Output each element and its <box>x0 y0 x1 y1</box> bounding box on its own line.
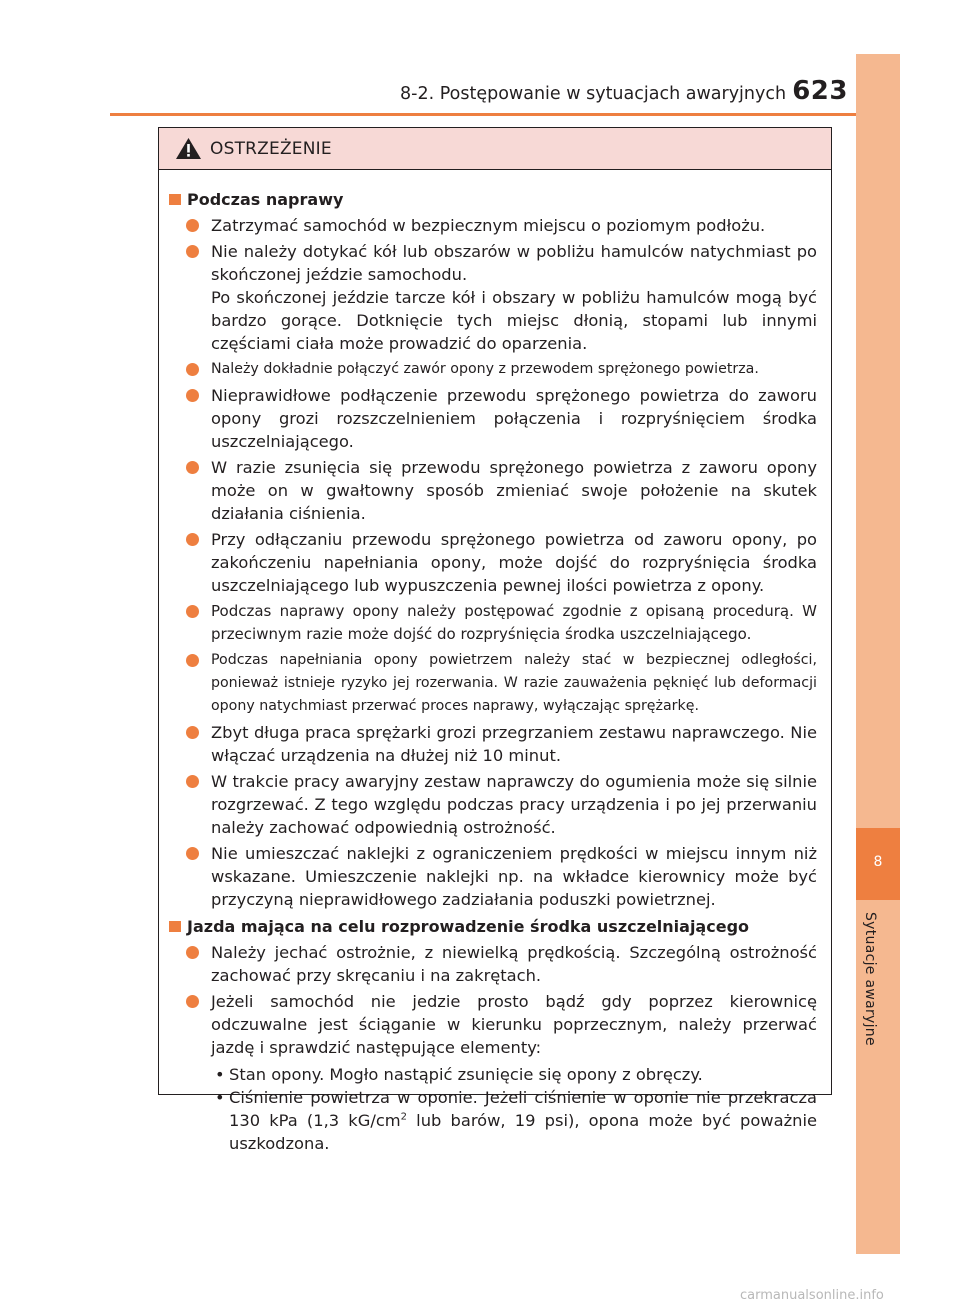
list-item <box>167 721 817 767</box>
list-item <box>167 770 817 839</box>
bullet-dot-icon <box>186 389 199 402</box>
section-heading <box>167 915 817 938</box>
warning-heading: OSTRZEŻENIE <box>210 138 332 159</box>
section-square-icon <box>169 194 181 205</box>
header-rule <box>110 113 900 116</box>
item-text: W razie zsunięcia się przewodu sprężonego powietrza z zaworu opony może on w gwałtowny sposób zmieniać swoje położenie na skutek działania ciśnienia. <box>211 458 817 523</box>
chapter-side-band <box>856 54 900 1254</box>
list-item <box>167 240 817 355</box>
item-text: W trakcie pracy awaryjny zestaw naprawczy do ogumienia może się silnie rozgrzewać. Z tego względu podczas pracy urządzenia i po jej przerwaniu należy zachować odpowiednią ostrożność. <box>211 772 817 837</box>
item-text: Zbyt długa praca sprężarki grozi przegrzaniem zestawu naprawczego. Nie włączać urządzenia na dłużej niż 10 minut. <box>211 723 817 765</box>
warning-header <box>159 128 831 170</box>
sub-bullet-icon: • <box>215 1088 225 1107</box>
running-header-title: 8-2. Postępowanie w sytuacjach awaryjnych <box>400 84 787 104</box>
section-title: Jazda mająca na celu rozprowadzenie środka uszczelniającego <box>187 917 750 936</box>
list-item <box>167 990 817 1155</box>
sub-item-text: Stan opony. Mogło nastąpić zsunięcie się opony z obręczy. <box>229 1065 703 1084</box>
item-text-extra: Po skończonej jeździe tarcze kół i obszary w pobliżu hamulców mogą być bardzo gorące. Dotknięcie tych miejsc dłonią, stopami lub innymi częściami ciała może prowadzić do oparzenia. <box>211 288 817 353</box>
superscript: 2 <box>400 1111 408 1123</box>
item-text: Zatrzymać samochód w bezpiecznym miejscu o poziomym podłożu. <box>211 216 766 235</box>
bullet-dot-icon <box>186 605 199 618</box>
list-item <box>167 649 817 718</box>
item-text: Nie umieszczać naklejki z ograniczeniem prędkości w miejscu innym niż wskazane. Umieszczenie naklejki np. na wkładce kierownicy może być przyczyną nieprawidłowego zadziałania poduszki powietrznej. <box>211 844 817 909</box>
item-text: Przy odłączaniu przewodu sprężonego powietrza od zaworu opony, po zakończeniu napełniania opony, może dojść do rozpryśnięcia środka uszczelniającego lub wypuszczenia pewnej ilości powietrza z opony. <box>211 530 817 595</box>
item-text: Jeżeli samochód nie jedzie prosto bądź gdy poprzez kierownicę odczuwalne jest ściąganie w kierunku poprzecznym, należy przerwać jazdę i sprawdzić następujące elementy: <box>211 992 817 1057</box>
sub-bullet-icon: • <box>215 1065 225 1084</box>
warning-box <box>158 127 832 1153</box>
bullet-dot-icon <box>186 363 199 376</box>
sub-list-item <box>211 1063 817 1086</box>
list-item <box>167 842 817 911</box>
sub-item-text-cont: lub barów, 19 psi), opona może być poważnie uszkodzona. <box>229 1111 817 1153</box>
list-item <box>167 528 817 597</box>
section-square-icon <box>169 921 181 932</box>
sub-item-text: Ciśnienie powietrza w oponie. Jeżeli ciśnienie w oponie nie przekracza 130 kPa (1,3 kG/cm <box>229 1088 817 1130</box>
list-item <box>167 384 817 453</box>
list-item <box>167 358 817 381</box>
list-item <box>167 600 817 646</box>
item-text: Nie należy dotykać kół lub obszarów w pobliżu hamulców natychmiast po skończonej jeździe samochodu. <box>211 242 817 284</box>
bullet-dot-icon <box>186 995 199 1008</box>
bullet-dot-icon <box>186 245 199 258</box>
list-item <box>167 456 817 525</box>
section-title: Podczas naprawy <box>187 190 344 209</box>
bullet-dot-icon <box>186 219 199 232</box>
list-item <box>167 941 817 987</box>
bullet-dot-icon <box>186 726 199 739</box>
chapter-number: 8 <box>873 854 883 870</box>
section-heading <box>167 188 817 211</box>
bullet-dot-icon <box>186 533 199 546</box>
item-text: Nieprawidłowe podłączenie przewodu sprężonego powietrza do zaworu opony grozi rozszczelnieniem połączenia i rozpryśnięciem środka uszczelniającego. <box>211 386 817 451</box>
warning-triangle-icon <box>175 137 202 160</box>
chapter-label: Sytuacje awaryjne <box>862 912 878 1046</box>
bullet-dot-icon <box>186 775 199 788</box>
bullet-dot-icon <box>186 946 199 959</box>
sub-list-item <box>211 1086 817 1155</box>
item-text: Należy jechać ostrożnie, z niewielką prędkością. Szczególną ostrożność zachować przy skręcaniu i na zakrętach. <box>211 943 817 985</box>
list-item <box>167 214 817 237</box>
footer-watermark: carmanualsonline.info <box>740 1288 884 1303</box>
item-text: Podczas naprawy opony należy postępować zgodnie z opisaną procedurą. W przeciwnym razie może dojść do rozpryśnięcia środka uszczelniającego. <box>211 602 817 643</box>
item-text: Należy dokładnie połączyć zawór opony z przewodem sprężonego powietrza. <box>211 361 759 377</box>
item-text: Podczas napełniania opony powietrzem należy stać w bezpiecznej odległości, ponieważ istnieje ryzyko jej rozerwania. W razie zauważenia pęknięć lub deformacji opony natychmiast przerwać proces naprawy, wyłączając sprężarkę. <box>211 652 817 714</box>
bullet-dot-icon <box>186 461 199 474</box>
bullet-dot-icon <box>186 654 199 667</box>
warning-content <box>159 170 831 1155</box>
page-number: 623 <box>792 76 848 106</box>
bullet-dot-icon <box>186 847 199 860</box>
